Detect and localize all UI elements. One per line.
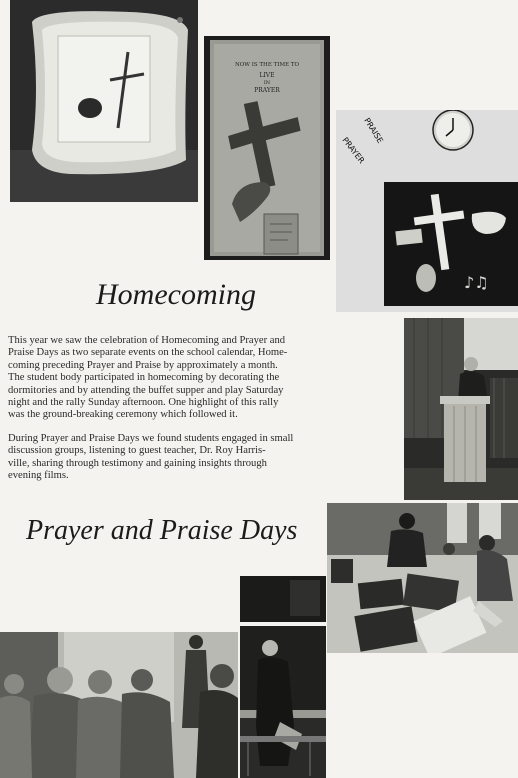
photo-speaker-lectern xyxy=(404,318,518,500)
poster-line-3: IN xyxy=(263,80,271,86)
text-line: The student body participated in homecoming by decorating the xyxy=(8,372,280,384)
photo-prayer-praise-wall xyxy=(336,110,518,312)
paragraph-homecoming xyxy=(8,335,400,422)
poster-line-1: NOW IS THE TIME TO xyxy=(234,62,300,68)
article-text xyxy=(8,335,400,493)
text-line: During Prayer and Praise Days we found students engaged in small xyxy=(8,432,294,444)
poster-line-2: LIVE xyxy=(259,72,275,79)
text-line: dormitories and by attending the buffet supper and play Saturday xyxy=(8,384,284,396)
text-line: coming preceding Prayer and Praise by approximately a month. xyxy=(8,359,278,371)
photo-students-floor xyxy=(327,503,518,653)
photo-prayer-poster xyxy=(204,36,330,260)
heading-prayer-and-praise-days: Prayer and Praise Days xyxy=(26,515,298,546)
text-line: evening films. xyxy=(8,470,69,482)
photo-audience xyxy=(0,632,238,778)
wall-letters-prayer: PRAYER xyxy=(340,135,367,166)
text-line: ville, sharing through testimony and gaining insights through xyxy=(8,457,267,469)
svg-text:♪♫: ♪♫ xyxy=(464,273,489,292)
heading-homecoming: Homecoming xyxy=(96,278,256,311)
photo-dark-strip xyxy=(240,576,326,622)
wall-letters-praise: PRAISE xyxy=(362,116,385,145)
text-line: Praise Days as two separate events on the school calendar, Home- xyxy=(8,347,288,359)
text-line: discussion groups, listening to guest teacher, Dr. Roy Harris- xyxy=(8,445,266,457)
text-line: was the ground-breaking ceremony which followed it. xyxy=(8,409,238,421)
paragraph-prayer-praise xyxy=(8,433,400,483)
text-line: This year we saw the celebration of Homecoming and Prayer and xyxy=(8,335,286,346)
text-line: night and the rally Sunday afternoon. One highlight of this rally xyxy=(8,397,279,409)
photo-cross-display xyxy=(10,0,198,202)
photo-teacher-blackboard xyxy=(240,626,326,778)
poster-line-4: PRAYER xyxy=(254,87,280,94)
